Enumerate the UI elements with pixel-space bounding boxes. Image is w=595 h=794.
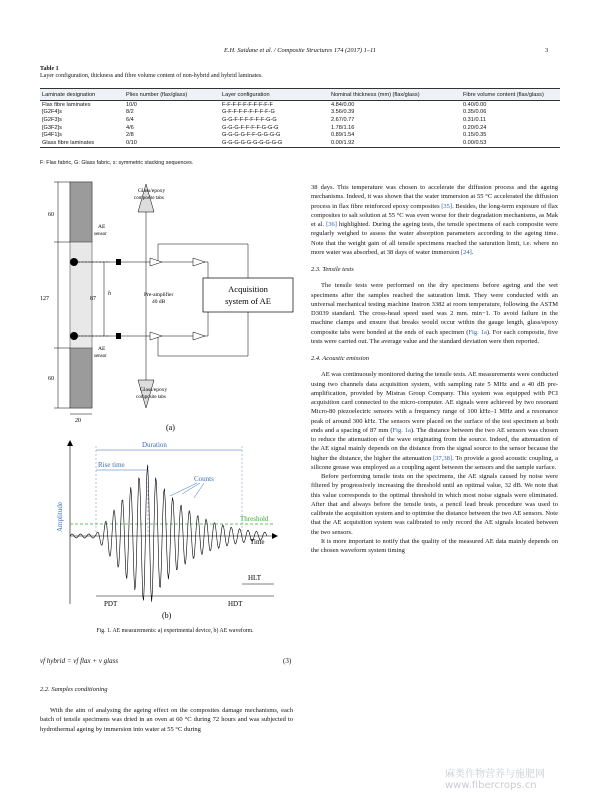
dim-width: 20	[75, 418, 81, 424]
threshold-label: Threshold	[240, 515, 269, 523]
ae-sensor-top-label-2: sensor	[94, 232, 107, 237]
section-2-3-heading: 2.3. Tensile tests	[311, 266, 354, 273]
table-cell: 8/2	[126, 109, 134, 116]
paragraph: The tensile tests were performed on the dry specimens before ageing and the wet specimens after the samples reached the saturation limit. They were conducted with an universal mechanical testing machine Instron 3382 at room temperature, following the ASTM D3039 standard. The cross-head speed used was 2 mm. min−1. To avoid failure in the machine clamps and ensure that breaks would occur within the gauge length, glass/epoxy composite tabs were bonded at the ends of each specimen (Fig. 1a). For each composite, five tests were carried out. The average value and the standard deviation were then reported.	[311, 282, 558, 345]
table-cell: 0.89/1.54	[331, 132, 355, 139]
table-cell: [G3F2]s	[42, 124, 62, 131]
table-cell: 3.56/0.39	[331, 109, 355, 116]
right-column	[311, 183, 558, 555]
amplitude-label: Amplitude	[56, 502, 64, 532]
time-label: Time	[250, 538, 265, 546]
dim-top: 60	[48, 212, 54, 218]
page-number: 3	[545, 47, 549, 54]
table-row	[40, 139, 560, 147]
top-tab	[70, 182, 92, 242]
table-row	[40, 101, 560, 109]
section-2-2-text	[40, 706, 293, 734]
section-2-4-heading: 2.4. Acoustic emission	[311, 355, 370, 362]
table-cell: 0.15/0.35	[463, 132, 487, 139]
table-row	[40, 116, 560, 124]
table-cell: 0/10	[124, 139, 220, 147]
table-cell: [G2F3]s	[42, 116, 62, 123]
table-cell: G-G-G-G-G-G-G-G-G-G	[220, 139, 329, 147]
table-cell: 0.35/0.06	[463, 109, 487, 116]
acquisition-label-2: system of AE	[225, 296, 271, 306]
acquisition-label: Acquisition	[228, 284, 268, 294]
table-cell: 0.31/0.11	[463, 116, 486, 123]
preamp-bottom-icon	[150, 332, 162, 340]
preamp-top-icon	[150, 258, 162, 266]
running-header: E.H. Saidane et al. / Composite Structures 174 (2017) 1–11	[224, 47, 376, 54]
hlt-label: HLT	[248, 574, 261, 582]
ae-sensor-bottom-label: AE	[98, 346, 106, 352]
tab-label-bottom: Glass/epoxy	[140, 387, 168, 393]
table-cell: 0.40/0.00	[463, 101, 487, 108]
ref-link[interactable]: [37,38]	[433, 454, 453, 462]
table-header-row	[40, 89, 560, 101]
dim-h: h	[108, 291, 111, 297]
ae-sensor-bottom-label-2: sensor	[94, 354, 107, 359]
table-cell: 2.67/0.77	[331, 116, 355, 123]
table-cell: 10/0	[126, 101, 137, 108]
table-header-cell: Nominal thickness (mm) (flax/glass)	[329, 89, 461, 101]
table-cell: G-G-G-G-F-F-G-G-G-G	[222, 132, 281, 139]
table-row	[40, 131, 560, 139]
equation-3: vf hybrid = vf flax + v glass	[40, 657, 119, 665]
preamp-label: Pre-amplifier	[144, 292, 174, 298]
tab-label-top-2: composite tabs	[134, 196, 164, 201]
ae-sensor-top-label: AE	[98, 224, 106, 230]
table-cell: 2/8	[126, 132, 134, 139]
table-cell: 4/6	[126, 124, 134, 131]
dim-middle: 87	[90, 296, 96, 302]
ref-link[interactable]: [35]	[441, 202, 453, 210]
paragraph: AE was continuously monitored during the tensile tests. AE measurements were conducted using two channels data acquisition system, with sampling rate 5 MHz and a 40 dB pre-amplification, provided by Mistras Group Company. This system was equipped with PCI acquisition card connected to the micro-computer. AE signals were achieved by two resonant Micro-80 piezoelectric sensors with a frequency range of 100 kHz–1 MHz and a resonance peak of around 300 kHz. The sensors were placed on the surface of the test specimen at both ends and a spacing of 87 mm (Fig. 1a). The distance between the two AE sensors was chosen to reduce the attenuation of the wave originating from the source. Indeed, the attenuation of the AE signal mainly depends on the distance from the signal source to the sensor because the higher the distance, the higher the attenuation [37,38]. To provide a good acoustic coupling, a silicone grease was employed as a coupling agent between the sensors and the sample surface.	[311, 371, 558, 471]
table-1	[40, 88, 560, 148]
table-cell: F-F-F-F-F-F-F-F-F-F	[222, 101, 273, 108]
paragraph: It is more important to notify that the quality of the measured AE data mainly depends on the chosen waveform system timing	[311, 537, 558, 554]
hdt-label: HDT	[228, 600, 243, 608]
section-2-2-heading: 2.2. Samples conditioning	[40, 686, 108, 693]
watermark: 麻类作物营养与施肥网 www.fibercrops.cn	[445, 769, 545, 791]
table-cell: G-G-G-F-F-F-F-G-G-G	[222, 124, 279, 131]
figure-1b-waveform	[52, 436, 296, 626]
waveform-line	[70, 465, 267, 602]
ref-link[interactable]: [24]	[461, 248, 472, 256]
fig-link[interactable]: Fig. 1a	[392, 426, 411, 434]
ref-link[interactable]: [36]	[326, 221, 337, 228]
table-cell: G-F-F-F-F-F-F-F-F-G	[222, 109, 275, 116]
equation-number: (3)	[283, 657, 292, 665]
fig-link[interactable]: Fig. 1a	[468, 328, 487, 336]
figure-caption: Fig. 1. AE measurements: a) experimental device, b) AE waveform.	[96, 628, 254, 634]
table-cell: 1.78/1.16	[331, 124, 355, 131]
panel-b-tag: (b)	[162, 611, 172, 620]
table-row	[40, 109, 560, 117]
table-header-cell: Fibre volume content (flax/glass)	[461, 89, 560, 101]
table-header-cell: Plies number (flax/glass)	[124, 89, 220, 101]
tab-label-bottom-2: composite tabs	[136, 395, 166, 400]
dim-total: 127	[40, 296, 49, 302]
duration-label: Duration	[142, 441, 167, 449]
tab-label-top: Glass/epoxy	[138, 188, 166, 194]
table-cell: [G4F1]s	[42, 132, 62, 139]
preamp-gain: 40 dB	[152, 299, 166, 305]
table-cell: 6/4	[126, 116, 134, 123]
paragraph: With the aim of analysing the ageing effect on the composites damage mechanisms, each batch of tensile specimens was dried in an oven at 60 °C during 72 hours and was subjected to hydrothermal ageing by immersion into water at 55 °C during	[40, 707, 293, 733]
table-header-cell: Laminate designation	[40, 89, 124, 101]
table-row	[40, 124, 560, 132]
counts-label: Counts	[194, 475, 214, 483]
panel-a-tag: (a)	[166, 423, 175, 432]
table-cell: Flax fibre laminates	[42, 101, 91, 108]
dim-bottom: 60	[48, 376, 54, 382]
table-cell: 0.00/0.53	[461, 139, 560, 147]
table-caption: Layer configuration, thickness and fibre volume content of non-hybrid and hybrid laminates.	[40, 73, 263, 79]
grip-bottom	[138, 380, 154, 408]
table-header-cell: Layer configuration	[220, 89, 329, 101]
rise-time-label: Rise time	[98, 461, 125, 469]
table-cell: [G2F4]s	[42, 109, 62, 116]
paragraph: 38 days. This temperature was chosen to accelerate the diffusion process and the ageing mechanisms. Indeed, it was shown that the water immersion at 55 °C accelerated the diffusion process in flax fibre reinforced epoxy composites [35]. Besides, the long-term exposure of flax composites to salt solution at 55 °C was even worse for their degradation mechanisms, as Mak et al. [36] highlighted. During the ageing tests, the tensile specimens of each composite were regularly weighed to assess the water absorption parameters according to the ageing time. Note that the weight gain of all tensile specimens reached the saturation limit, i.e. where no more water was absorbed, at 38 days of water immersion [24].	[311, 184, 559, 256]
table-cell: 4.84/0.00	[331, 101, 355, 108]
table-cell: 0.20/0.24	[463, 124, 487, 131]
table-footnote: F: Flax fabric, G: Glass fabric, s: symmetric stacking sequences.	[40, 160, 194, 166]
table-cell: G-G-F-F-F-F-F-F-G-G	[222, 116, 277, 123]
table-cell: 0.00/1.92	[329, 139, 461, 147]
figure-1a-diagram	[38, 178, 300, 434]
pdt-label: PDT	[104, 600, 118, 608]
bottom-tab	[70, 348, 92, 408]
table-label: Table 1	[40, 66, 59, 72]
paragraph: Before performing tensile tests on the specimens, the AE signals caused by noise were filtered by progressively increasing the threshold until an optimal value, 32 dB. We note that this value corresponds to the optimal threshold in which most noise signals were eliminated. After that and always before the tensile tests, a pencil lead break procedure was used to calibrate the acquisition system and to optimise the distance between the two AE sensors. Note that the AE acquisition system was calibrated to only record the AE signals located between the two sensors.	[311, 473, 558, 536]
table-cell: Glass fibre laminates	[40, 139, 124, 147]
